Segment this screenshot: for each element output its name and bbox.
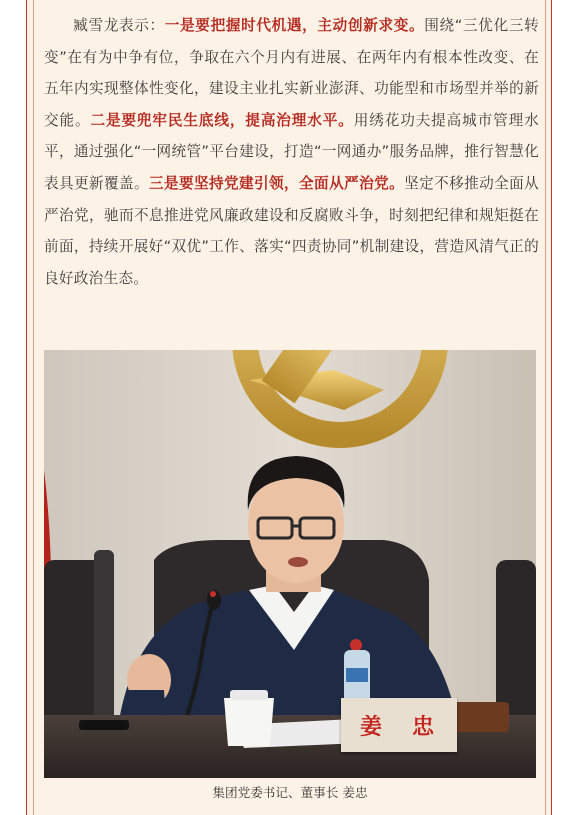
photo-illustration bbox=[44, 350, 536, 778]
nameplate-label: 姜 忠 bbox=[359, 713, 438, 740]
speaker-lead: 臧雪龙表示： bbox=[73, 17, 165, 34]
speaker-photo bbox=[44, 350, 536, 778]
article-paragraph bbox=[44, 10, 539, 294]
point3-title: 三是要坚持党建引领，全面从严治党。 bbox=[149, 174, 405, 192]
point1-title: 一是要把握时代机遇，主动创新求变。 bbox=[164, 17, 425, 34]
point2-title: 二是要兜牢民生底线，提高治理水平。 bbox=[90, 111, 354, 129]
point1-body: 围绕“三优化三转变”在有为中争有位，争取在六个月内有进展、在两年内有根本性改变、在五年内实现整体性变化，建设主业扎实新业澎湃、功能型和市场型并举的新交能。 bbox=[44, 17, 539, 129]
nameplate bbox=[341, 698, 457, 752]
article-text bbox=[44, 10, 539, 294]
point3-body: 坚定不移推动全面从严治党，驰而不息推进党风廉政建设和反腐败斗争，时刻把纪律和规矩挺在前面，持续开展好“双优”工作、落实“四责协同”机制建设，营造风清气正的良好政治生态。 bbox=[44, 174, 539, 287]
photo-caption: 集团党委书记、董事长 姜忠 bbox=[212, 785, 368, 800]
point2-body: 用绣花功夫提高城市管理水平，通过强化“一网统管”平台建设，打造“一网通办”服务品牌，推行智慧化表具更新覆盖。 bbox=[44, 111, 539, 192]
